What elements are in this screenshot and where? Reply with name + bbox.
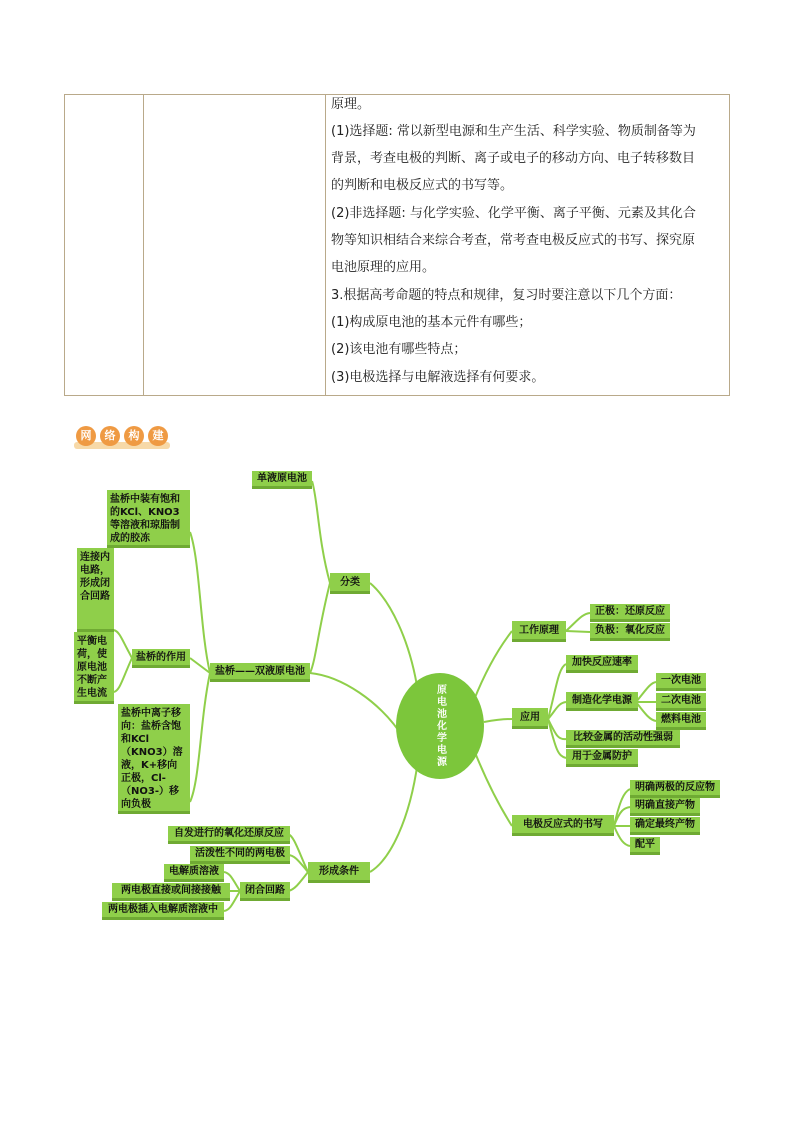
center-label: 原电池化学电源 <box>434 684 446 768</box>
node-yici: 一次电池 <box>656 673 706 691</box>
node-zhengji: 正极：还原反应 <box>590 604 670 622</box>
node-lizi-yidong: 盐桥中离子移向：盐桥含饱和KCl（KNO3）溶液，K+移向正极，Cl-（NO3-）移向负极 <box>118 704 190 814</box>
node-erci: 二次电池 <box>656 693 706 711</box>
node-gongzuo: 工作原理 <box>512 621 566 642</box>
node-fanghu: 用于金属防护 <box>566 749 638 767</box>
node-yanqiao-zhuang: 盐桥中装有饱和的KCl、KNO3等溶液和琼脂制成的胶冻 <box>107 490 190 548</box>
table-line: (1)选择题: 常以新型电源和生产生活、科学实验、物质制备等为 <box>331 124 696 139</box>
node-zifa: 自发进行的氧化还原反应 <box>168 826 290 844</box>
node-yingyong: 应用 <box>512 708 548 729</box>
mindmap-center-node <box>396 673 484 779</box>
table-line: 电池原理的应用。 <box>331 260 436 275</box>
node-bijiao: 比较金属的活动性强弱 <box>566 730 680 748</box>
banner-char: 网 <box>76 426 96 446</box>
node-huopo: 活泼性不同的两电极 <box>190 846 290 864</box>
node-zhijie: 两电极直接或间接接触 <box>112 883 230 901</box>
table-line: (2)非选择题: 与化学实验、化学平衡、离子平衡、元素及其化合 <box>331 206 696 221</box>
node-fuji: 负极：氧化反应 <box>590 623 670 641</box>
node-shuangye: 盐桥——双液原电池 <box>210 663 310 682</box>
banner-char: 建 <box>148 426 168 446</box>
node-bihe: 闭合回路 <box>240 882 290 901</box>
table-line: 原理。 <box>331 97 371 112</box>
table-line: (2)该电池有哪些特点； <box>331 342 467 357</box>
table-line: 的判断和电极反应式的书写等。 <box>331 178 514 193</box>
table-line: 物等知识相结合来综合考查，常考查电极反应式的书写、探究原 <box>331 233 696 248</box>
banner-char: 络 <box>100 426 120 446</box>
node-jiakuai: 加快反应速率 <box>566 655 638 673</box>
node-mingque-chanwu: 明确直接产物 <box>630 798 700 816</box>
table-line: (1)构成原电池的基本元件有哪些； <box>331 315 532 330</box>
node-charu: 两电极插入电解质溶液中 <box>102 902 224 920</box>
node-peiping: 配平 <box>630 837 660 855</box>
node-shuxie: 电极反应式的书写 <box>512 815 614 836</box>
node-mingque-fanying: 明确两极的反应物 <box>630 780 720 798</box>
node-pingheng: 平衡电荷，使原电池不断产生电流 <box>74 632 114 704</box>
node-fenlei: 分类 <box>330 573 370 594</box>
node-xingcheng: 形成条件 <box>308 862 370 883</box>
node-ranliao: 燃料电池 <box>656 712 706 730</box>
table-line: 3.根据高考命题的特点和规律，复习时要注意以下几个方面： <box>331 288 682 303</box>
table-line: (3)电极选择与电解液选择有何要求。 <box>331 370 545 385</box>
node-jiezhi: 电解质溶液 <box>164 864 224 882</box>
node-queding: 确定最终产物 <box>630 817 700 835</box>
table-line: 背景，考查电极的判断、离子或电子的移动方向、电子转移数目 <box>331 151 696 166</box>
node-yanqiao-zuoyong: 盐桥的作用 <box>132 649 190 668</box>
node-lianjie: 连接内电路，形成闭合回路 <box>77 548 114 632</box>
node-zhizao: 制造化学电源 <box>566 692 638 711</box>
node-danye: 单液原电池 <box>252 471 312 489</box>
banner-char: 构 <box>124 426 144 446</box>
